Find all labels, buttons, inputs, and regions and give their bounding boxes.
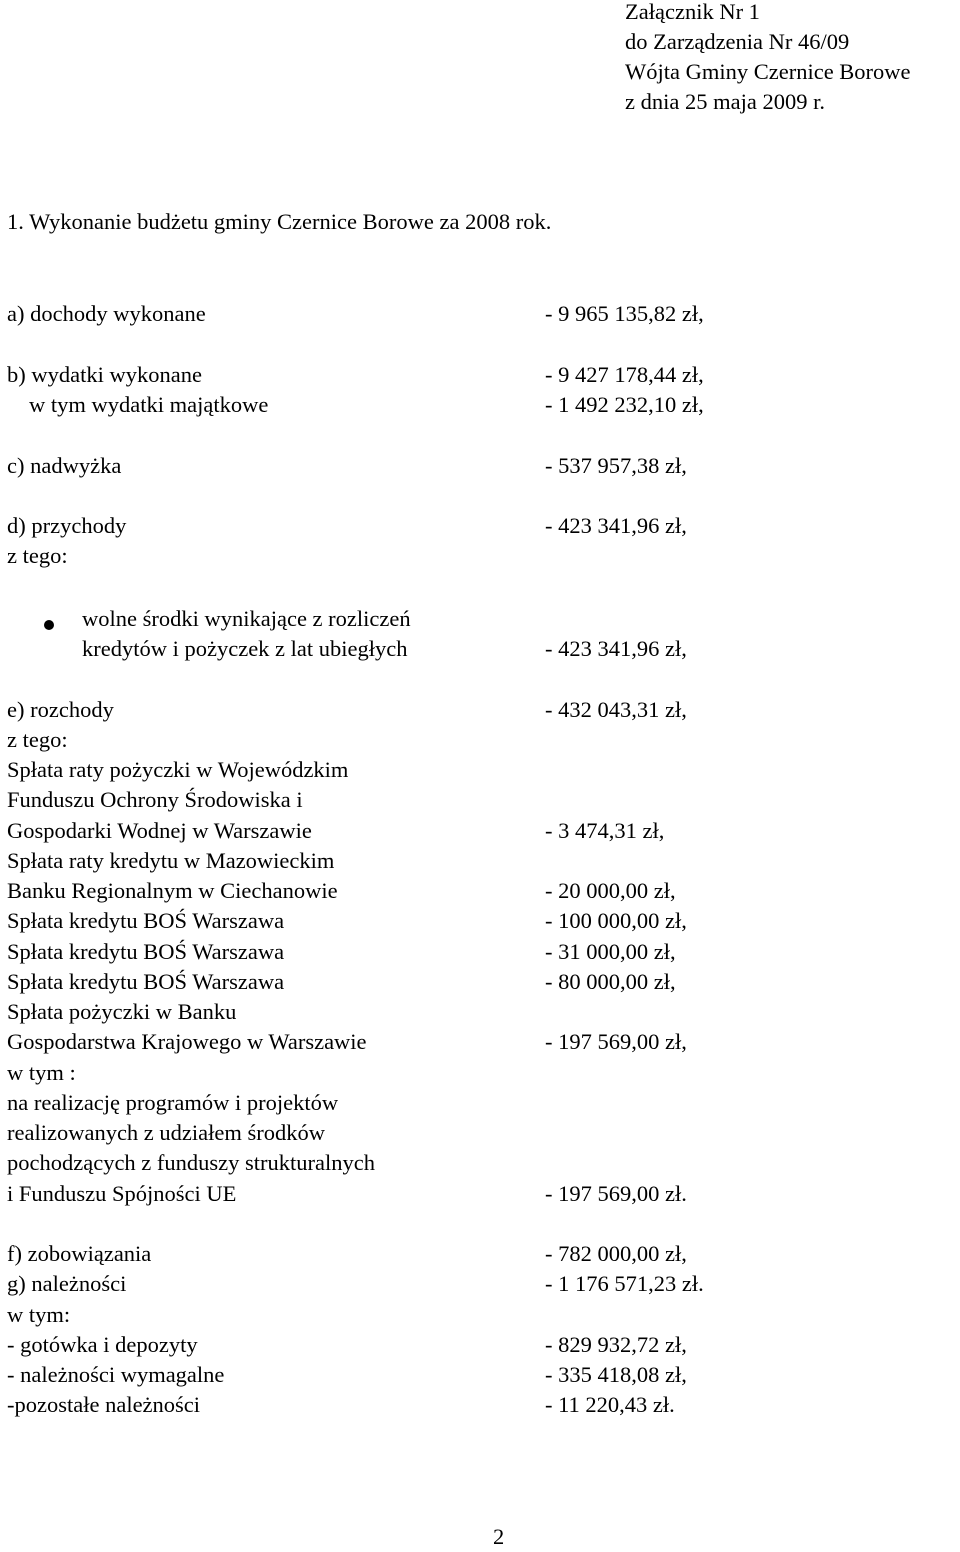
value-amount: - 423 341,96 zł, (545, 636, 687, 661)
page-number: 2 (493, 1524, 505, 1549)
label-naleznosci: g) należności (7, 1271, 127, 1296)
value-amount: - 3 474,31 zł, (545, 818, 665, 843)
label-line: Spłata kredytu BOŚ Warszawa (7, 908, 285, 933)
value-amount: - 1 176 571,23 zł. (545, 1271, 704, 1296)
label-pozostale: -pozostałe należności (7, 1392, 201, 1417)
label-line: w tym : (7, 1060, 76, 1085)
label-wydatki: b) wydatki wykonane (7, 362, 202, 387)
label-line: Gospodarstwa Krajowego w Warszawie (7, 1029, 367, 1054)
label-line: pochodzących z funduszy strukturalnych (7, 1150, 375, 1175)
header-line: z dnia 25 maja 2009 r. (625, 89, 825, 114)
value-amount: - 432 043,31 zł, (545, 697, 687, 722)
label-gotowka: - gotówka i depozyty (7, 1332, 198, 1357)
value-amount: - 100 000,00 zł, (545, 908, 687, 933)
label-line: Banku Regionalnym w Ciechanowie (7, 878, 338, 903)
label-z-tego: z tego: (7, 727, 68, 752)
value-amount: - 80 000,00 zł, (545, 969, 676, 994)
label-wydatki-majatkowe: w tym wydatki majątkowe (29, 392, 269, 417)
value-amount: - 197 569,00 zł, (545, 1029, 687, 1054)
label-line: na realizację programów i projektów (7, 1090, 339, 1115)
label-w-tym: w tym: (7, 1302, 71, 1327)
label-line: realizowanych z udziałem środków (7, 1120, 325, 1145)
value-amount: - 537 957,38 zł, (545, 453, 687, 478)
label-rozchody: e) rozchody (7, 697, 114, 722)
header-line: Załącznik Nr 1 (625, 0, 760, 24)
value-amount: - 20 000,00 zł, (545, 878, 676, 903)
value-amount: - 31 000,00 zł, (545, 939, 676, 964)
label-line: Funduszu Ochrony Środowiska i (7, 787, 303, 812)
label-zobowiazania: f) zobowiązania (7, 1241, 152, 1266)
bullet-icon (44, 620, 54, 630)
label-line: Spłata kredytu BOŚ Warszawa (7, 939, 285, 964)
label-nadwyzka: c) nadwyżka (7, 453, 122, 478)
value-amount: - 9 427 178,44 zł, (545, 362, 704, 387)
value-amount: - 423 341,96 zł, (545, 513, 687, 538)
label-line: i Funduszu Spójności UE (7, 1181, 237, 1206)
label-dochody: a) dochody wykonane (7, 301, 206, 326)
label-wolne-srodki: wolne środki wynikające z rozliczeń (82, 606, 411, 631)
value-amount: - 1 492 232,10 zł, (545, 392, 704, 417)
section-title: 1. Wykonanie budżetu gminy Czernice Borowe za 2008 rok. (7, 209, 552, 234)
label-line: Spłata raty kredytu w Mazowieckim (7, 848, 335, 873)
value-amount: - 11 220,43 zł. (545, 1392, 675, 1417)
label-przychody: d) przychody (7, 513, 127, 538)
label-line: Spłata pożyczki w Banku (7, 999, 237, 1024)
value-amount: - 197 569,00 zł. (545, 1181, 687, 1206)
label-wymagalne: - należności wymagalne (7, 1362, 225, 1387)
value-amount: - 335 418,08 zł, (545, 1362, 687, 1387)
header-line: Wójta Gminy Czernice Borowe (625, 59, 911, 84)
value-amount: - 782 000,00 zł, (545, 1241, 687, 1266)
label-line: Gospodarki Wodnej w Warszawie (7, 818, 312, 843)
header-line: do Zarządzenia Nr 46/09 (625, 29, 850, 54)
label-z-tego: z tego: (7, 543, 68, 568)
value-amount: - 9 965 135,82 zł, (545, 301, 704, 326)
value-amount: - 829 932,72 zł, (545, 1332, 687, 1357)
attachment-header (625, 0, 911, 117)
label-line: Spłata raty pożyczki w Wojewódzkim (7, 757, 349, 782)
label-line: Spłata kredytu BOŚ Warszawa (7, 969, 285, 994)
label-kredytow: kredytów i pożyczek z lat ubiegłych (82, 636, 408, 661)
